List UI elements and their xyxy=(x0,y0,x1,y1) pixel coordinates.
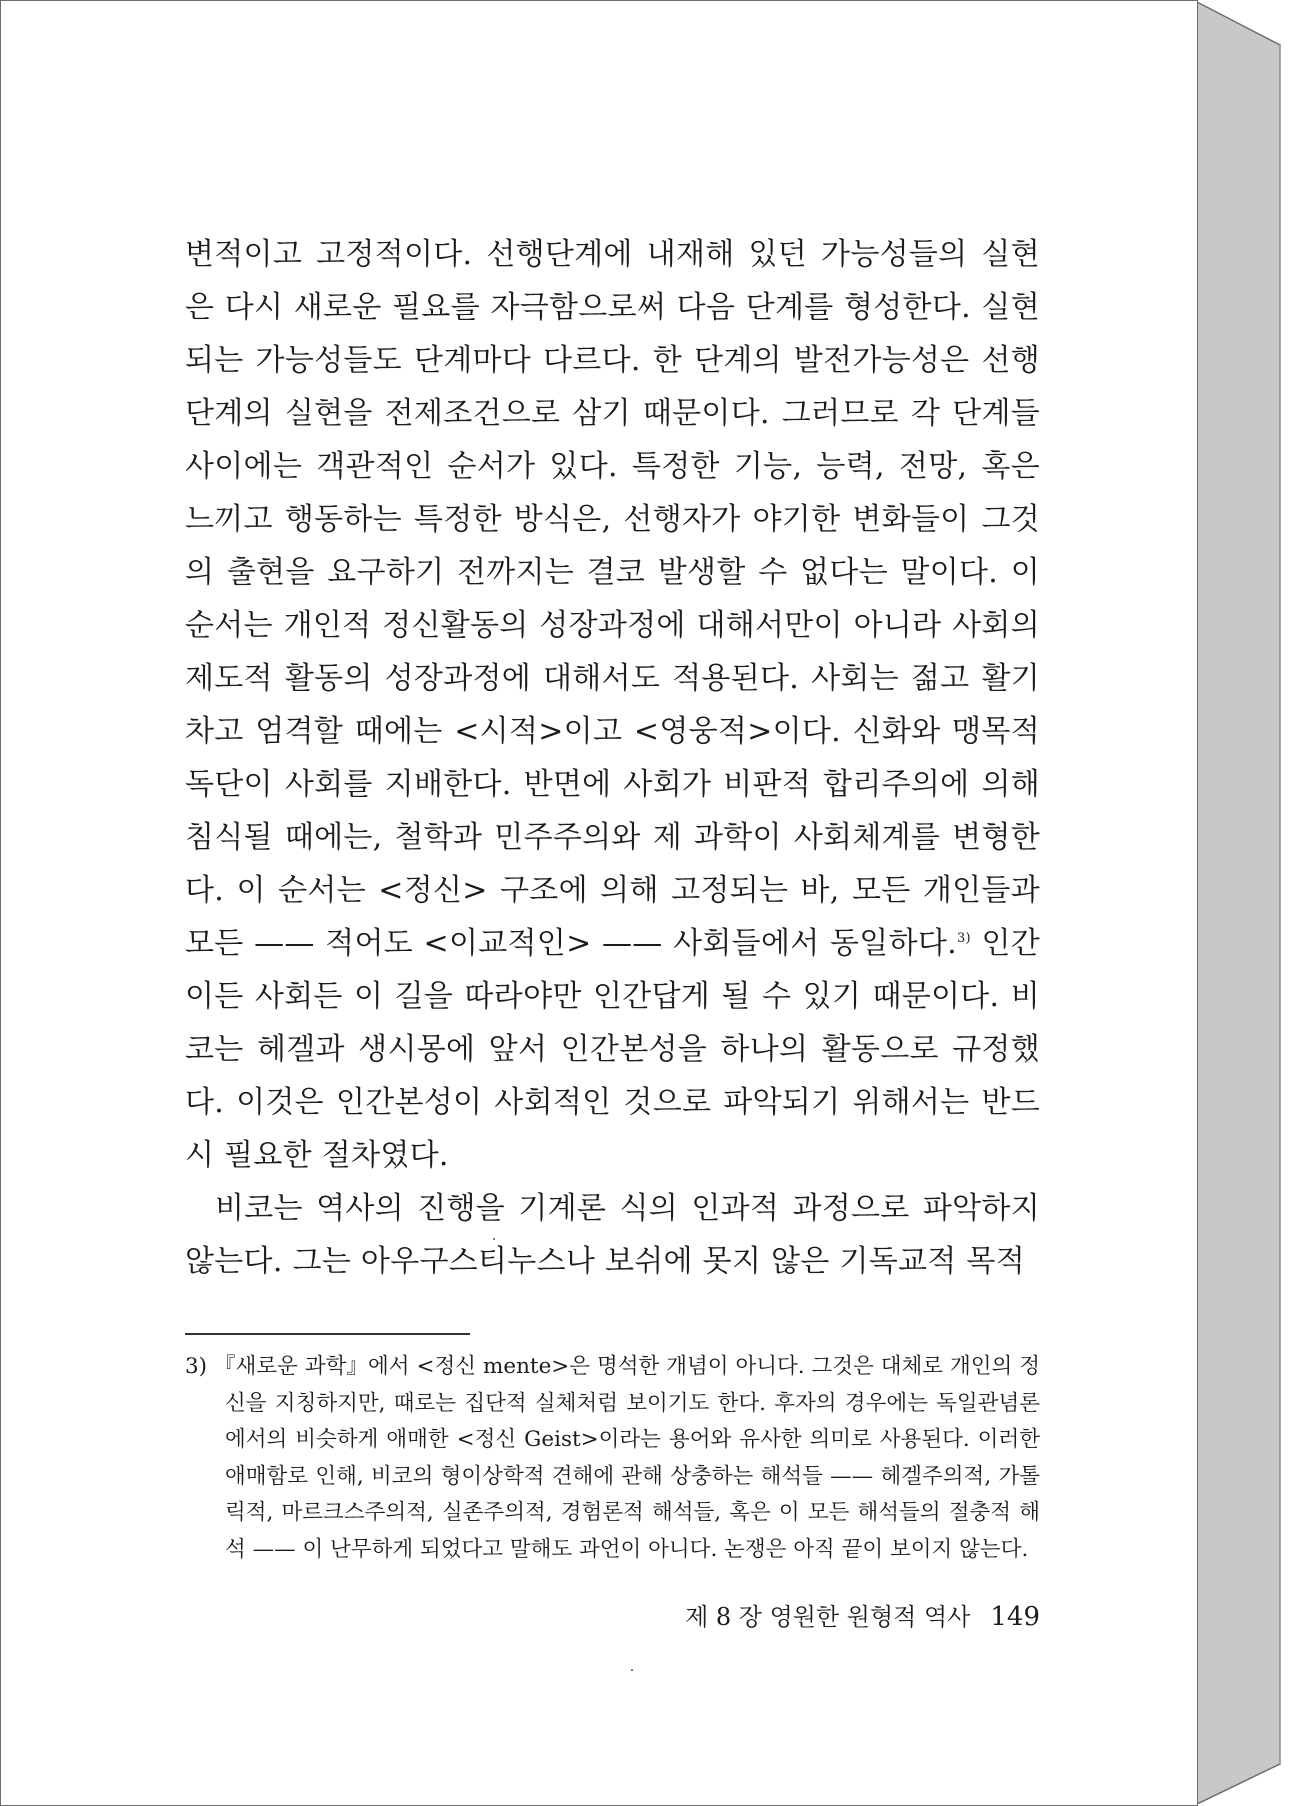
paragraph xyxy=(185,228,1040,1182)
scan-speck xyxy=(631,1669,633,1671)
paragraph-text: 변적이고 고정적이다. 선행단계에 내재해 있던 가능성들의 실현은 다시 새로운 필요를 자극함으로써 다음 단계를 형성한다. 실현되는 가능성들도 단계마다 다르다. 한 단계의 발전가능성은 선행단계의 실현을 전제조건으로 삼기 때문이다. 그러므로 각 단계들 사이에는 객관적인 순서가 있다. 특정한 기능, 능력, 전망, 혹은 느끼고 행동하는 특정한 방식은, 선행자가 야기한 변화들이 그것의 출현을 요구하기 전까지는 결코 발생할 수 없다는 말이다. 이 순서는 개인적 정신활동의 성장과정에 대해서만이 아니라 사회의 제도적 활동의 성장과정에 대해서도 적용된다. 사회는 젊고 활기차고 엄격할 때에는 <시적>이고 <영웅적>이다. 신화와 맹목적 독단이 사회를 지배한다. 반면에 사회가 비판적 합리주의에 의해 침식될 때에는, 철학과 민주주의와 제 과학이 사회체계를 변형한다. 이 순서는 <정신> 구조에 의해 고정되는 바, 모든 개인들과 모든 —— 적어도 <이교적인> —— 사회들에서 동일하다. xyxy=(185,237,1040,961)
book-side-face xyxy=(1197,2,1280,1804)
footnote-divider xyxy=(185,1333,470,1335)
footnote-text: 3) 『새로운 과학』에서 <정신 mente>은 명석한 개념이 아니다. 그것은 대체로 개인의 정신을 지칭하지만, 때로는 집단적 실체처럼 보이기도 한다. 후자의 경우에는 독일관념론에서의 비슷하게 애매한 <정신 Geist>이라는 용어와 유사한 의미로 사용된다. 이러한 애매함로 인해, 비코의 형이상학적 견해에 관해 상충하는 해석들 —— 헤겔주의적, 가톨릭적, 마르크스주의적, 실존주의적, 경험론적 해석들, 혹은 이 모든 해석들의 절충적 해석 —— 이 난무하게 되었다고 말해도 과언이 아니다. 논쟁은 아직 끝이 보이지 않는다. xyxy=(185,1354,1040,1562)
scan-speck xyxy=(493,1238,495,1240)
page-number: 149 xyxy=(990,1602,1040,1632)
footnote xyxy=(185,1349,1040,1568)
body-text xyxy=(185,228,1040,1288)
paragraph-text-continued: 인간이든 사회든 이 길을 따라야만 인간답게 될 수 있기 때문이다. 비코는 헤겔과 생시몽에 앞서 인간본성을 하나의 활동으로 규정했다. 이것은 인간본성이 사회적인 것으로 파악되기 위해서는 반드시 필요한 절차였다. xyxy=(185,926,1041,1173)
page-content xyxy=(185,228,1040,1568)
footnote-marker: 3) xyxy=(956,931,971,946)
paragraph: 비코는 역사의 진행을 기계론 식의 인과적 과정으로 파악하지 않는다. 그는 아우구스티누스나 보쉬에 못지 않은 기독교적 목적 xyxy=(185,1191,1040,1279)
running-head: 제 8 장 영원한 원형적 역사 xyxy=(685,1603,971,1631)
page-footer xyxy=(660,1597,1040,1632)
